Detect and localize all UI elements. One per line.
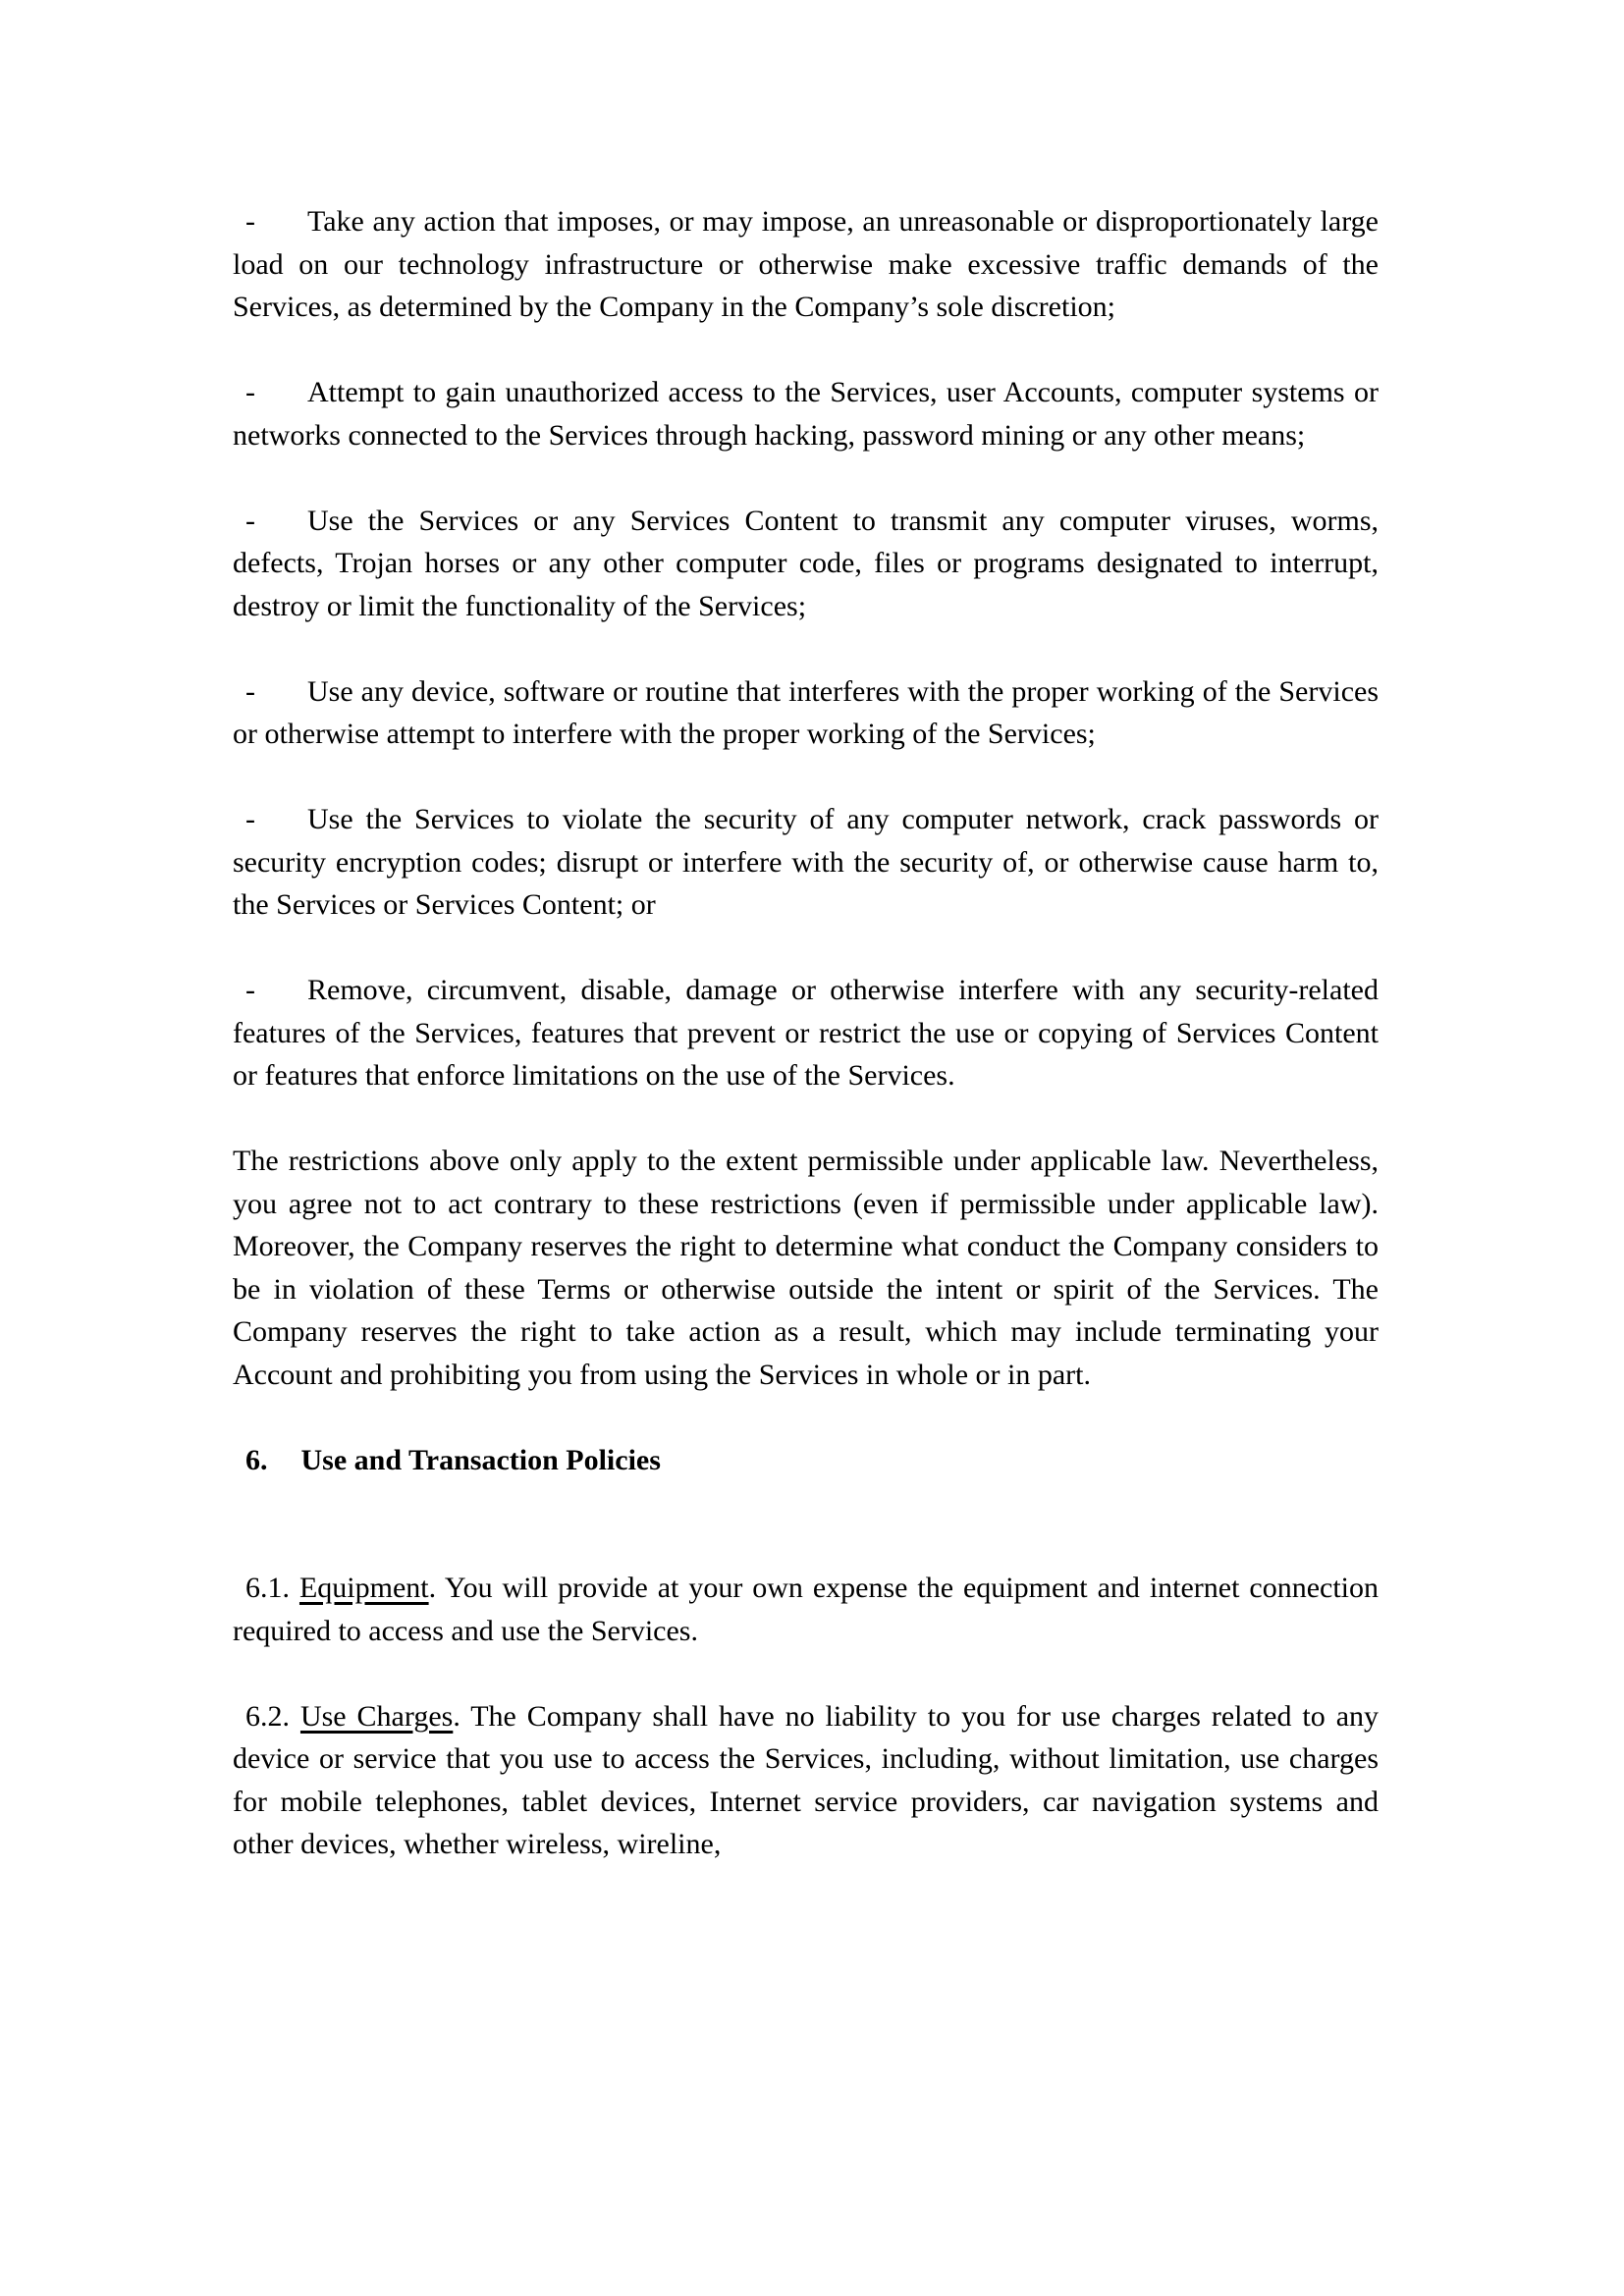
- bullet-item: [233, 200, 1379, 329]
- subsection-term: Equipment: [298, 1572, 429, 1604]
- bullet-text: Attempt to gain unauthorized access to the Services, user Accounts, computer systems or networks connected to the Services through hacking, password mining or any other means;: [233, 376, 1379, 452]
- bullet-dash: -: [245, 974, 255, 1006]
- bullet-item: [233, 670, 1379, 756]
- bullet-dash: -: [245, 205, 255, 238]
- subsection-term: Use Charges: [299, 1699, 454, 1733]
- bullet-item: [233, 969, 1379, 1097]
- section-heading-title: Use and Transaction Policies: [300, 1443, 661, 1476]
- bullet-text: Use any device, software or routine that interferes with the proper working of the Services or otherwise attempt to interfere with the proper working of the Services;: [233, 674, 1379, 750]
- bullet-text: Use the Services to violate the security of any computer network, crack passwords or security encryption codes; disrupt or interfere with the security of, or otherwise cause harm to, the Services or Services Content; or: [233, 803, 1379, 921]
- subsection-use-charges: [233, 1695, 1379, 1866]
- bullet-dash: -: [245, 504, 255, 537]
- subsection-equipment: [233, 1567, 1379, 1652]
- bullet-dash: -: [245, 803, 255, 835]
- section-heading: [233, 1439, 1379, 1482]
- bullet-text: Take any action that imposes, or may impose, an unreasonable or disproportionately large load on our technology infrastructure or otherwise make excessive traffic demands of the Services, as determined by the Company in the Company’s sole discretion;: [233, 205, 1379, 323]
- bullet-item: [233, 371, 1379, 456]
- bullet-item: [233, 798, 1379, 927]
- subsection-number: 6.1.: [245, 1572, 299, 1604]
- bullet-text: Remove, circumvent, disable, damage or otherwise interfere with any security-related features of the Services, features that prevent or restrict the use or copying of Services Content or features that enforce limitations on the use of the Services.: [233, 974, 1379, 1092]
- bullet-text: Use the Services or any Services Content to transmit any computer viruses, worms, defects, Trojan horses or any other computer code, files or programs designated to interrupt, destroy or limit the functionality of the Services;: [233, 504, 1379, 622]
- subsection-number: 6.2.: [245, 1699, 300, 1733]
- bullet-dash: -: [245, 674, 255, 708]
- subsection-text: . You will provide at your own expense the equipment and internet connection required to access and use the Services.: [233, 1572, 1380, 1647]
- document-content: [233, 200, 1379, 1866]
- bullet-item: [233, 500, 1379, 628]
- bullet-dash: -: [245, 376, 255, 408]
- section-heading-number: 6.: [245, 1443, 268, 1476]
- subsection-text: . The Company shall have no liability to you for use charges related to any device or service that you use to access the Services, including, without limitation, use charges for mobile telephones, tablet devices, Internet service providers, car navigation systems and other devices, whether wireless, wireline,: [233, 1699, 1380, 1860]
- closing-paragraph: The restrictions above only apply to the extent permissible under applicable law. Nevertheless, you agree not to act contrary to these restrictions (even if permissible under applicable law). Moreover, the Company reserves the right to determine what conduct the Company considers to be in violation of these Terms or otherwise outside the intent or spirit of the Services. The Company reserves the right to take action as a result, which may include terminating your Account and prohibiting you from using the Services in whole or in part.: [233, 1145, 1379, 1391]
